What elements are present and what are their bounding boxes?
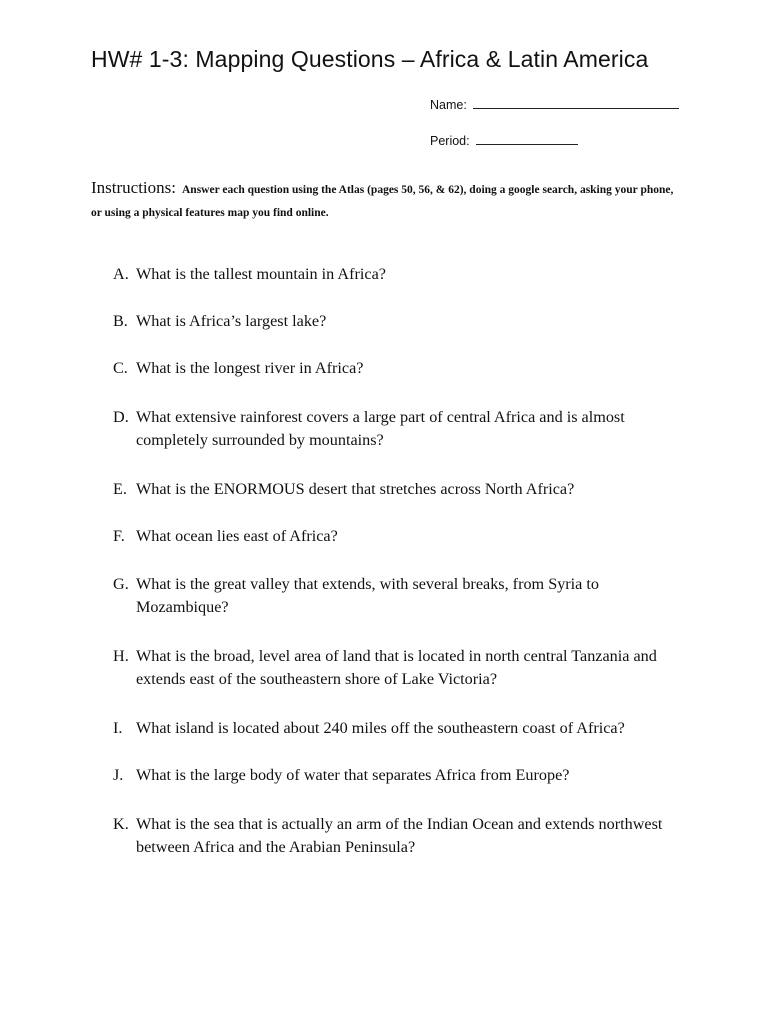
question-text: What is the sea that is actually an arm of the Indian Ocean and extends northwest between Africa and the Arabian Peninsula? [136,815,663,856]
question-letter: K. [113,815,129,833]
question-letter: C. [113,359,128,377]
period-field [430,132,578,148]
period-blank-line[interactable] [476,132,578,145]
period-label: Period: [430,134,470,148]
question-letter: G. [113,575,129,593]
question-text: What is the tallest mountain in Africa? [136,265,386,283]
question-text: What is the great valley that extends, with several breaks, from Syria to Mozambique? [136,575,599,616]
question-item [113,813,693,859]
question-letter: H. [113,647,129,665]
question-text: What island is located about 240 miles off the southeastern coast of Africa? [136,719,625,737]
question-item [113,478,693,501]
instructions [91,177,681,224]
question-text: What is Africa’s largest lake? [136,312,327,330]
question-text: What is the broad, level area of land that is located in north central Tanzania and extends east of the southeastern shore of Lake Victoria? [136,647,657,688]
question-letter: F. [113,527,125,545]
question-letter: D. [113,408,129,426]
instructions-label: Instructions: [91,178,176,197]
question-text: What extensive rainforest covers a large part of central Africa and is almost completely surrounded by mountains? [136,408,625,449]
question-letter: J. [113,766,124,784]
question-text: What is the ENORMOUS desert that stretches across North Africa? [136,480,575,498]
question-letter: I. [113,719,123,737]
question-item [113,525,693,548]
question-item [113,717,693,740]
name-field [430,96,679,112]
instructions-text: Answer each question using the Atlas (pages 50, 56, & 62), doing a google search, asking your phone, or using a physical features map you find online. [91,184,674,219]
question-letter: A. [113,265,129,283]
question-text: What ocean lies east of Africa? [136,527,338,545]
question-letter: E. [113,480,127,498]
question-item [113,764,693,787]
question-letter: B. [113,312,128,330]
question-item [113,263,693,286]
question-item [113,645,693,691]
question-item [113,573,693,619]
question-text: What is the longest river in Africa? [136,359,364,377]
page-title: HW# 1-3: Mapping Questions – Africa & Latin America [91,46,649,72]
question-text: What is the large body of water that separates Africa from Europe? [136,766,570,784]
question-item [113,406,693,452]
question-item [113,310,693,333]
name-blank-line[interactable] [473,96,679,109]
question-item [113,357,693,380]
name-label: Name: [430,98,467,112]
